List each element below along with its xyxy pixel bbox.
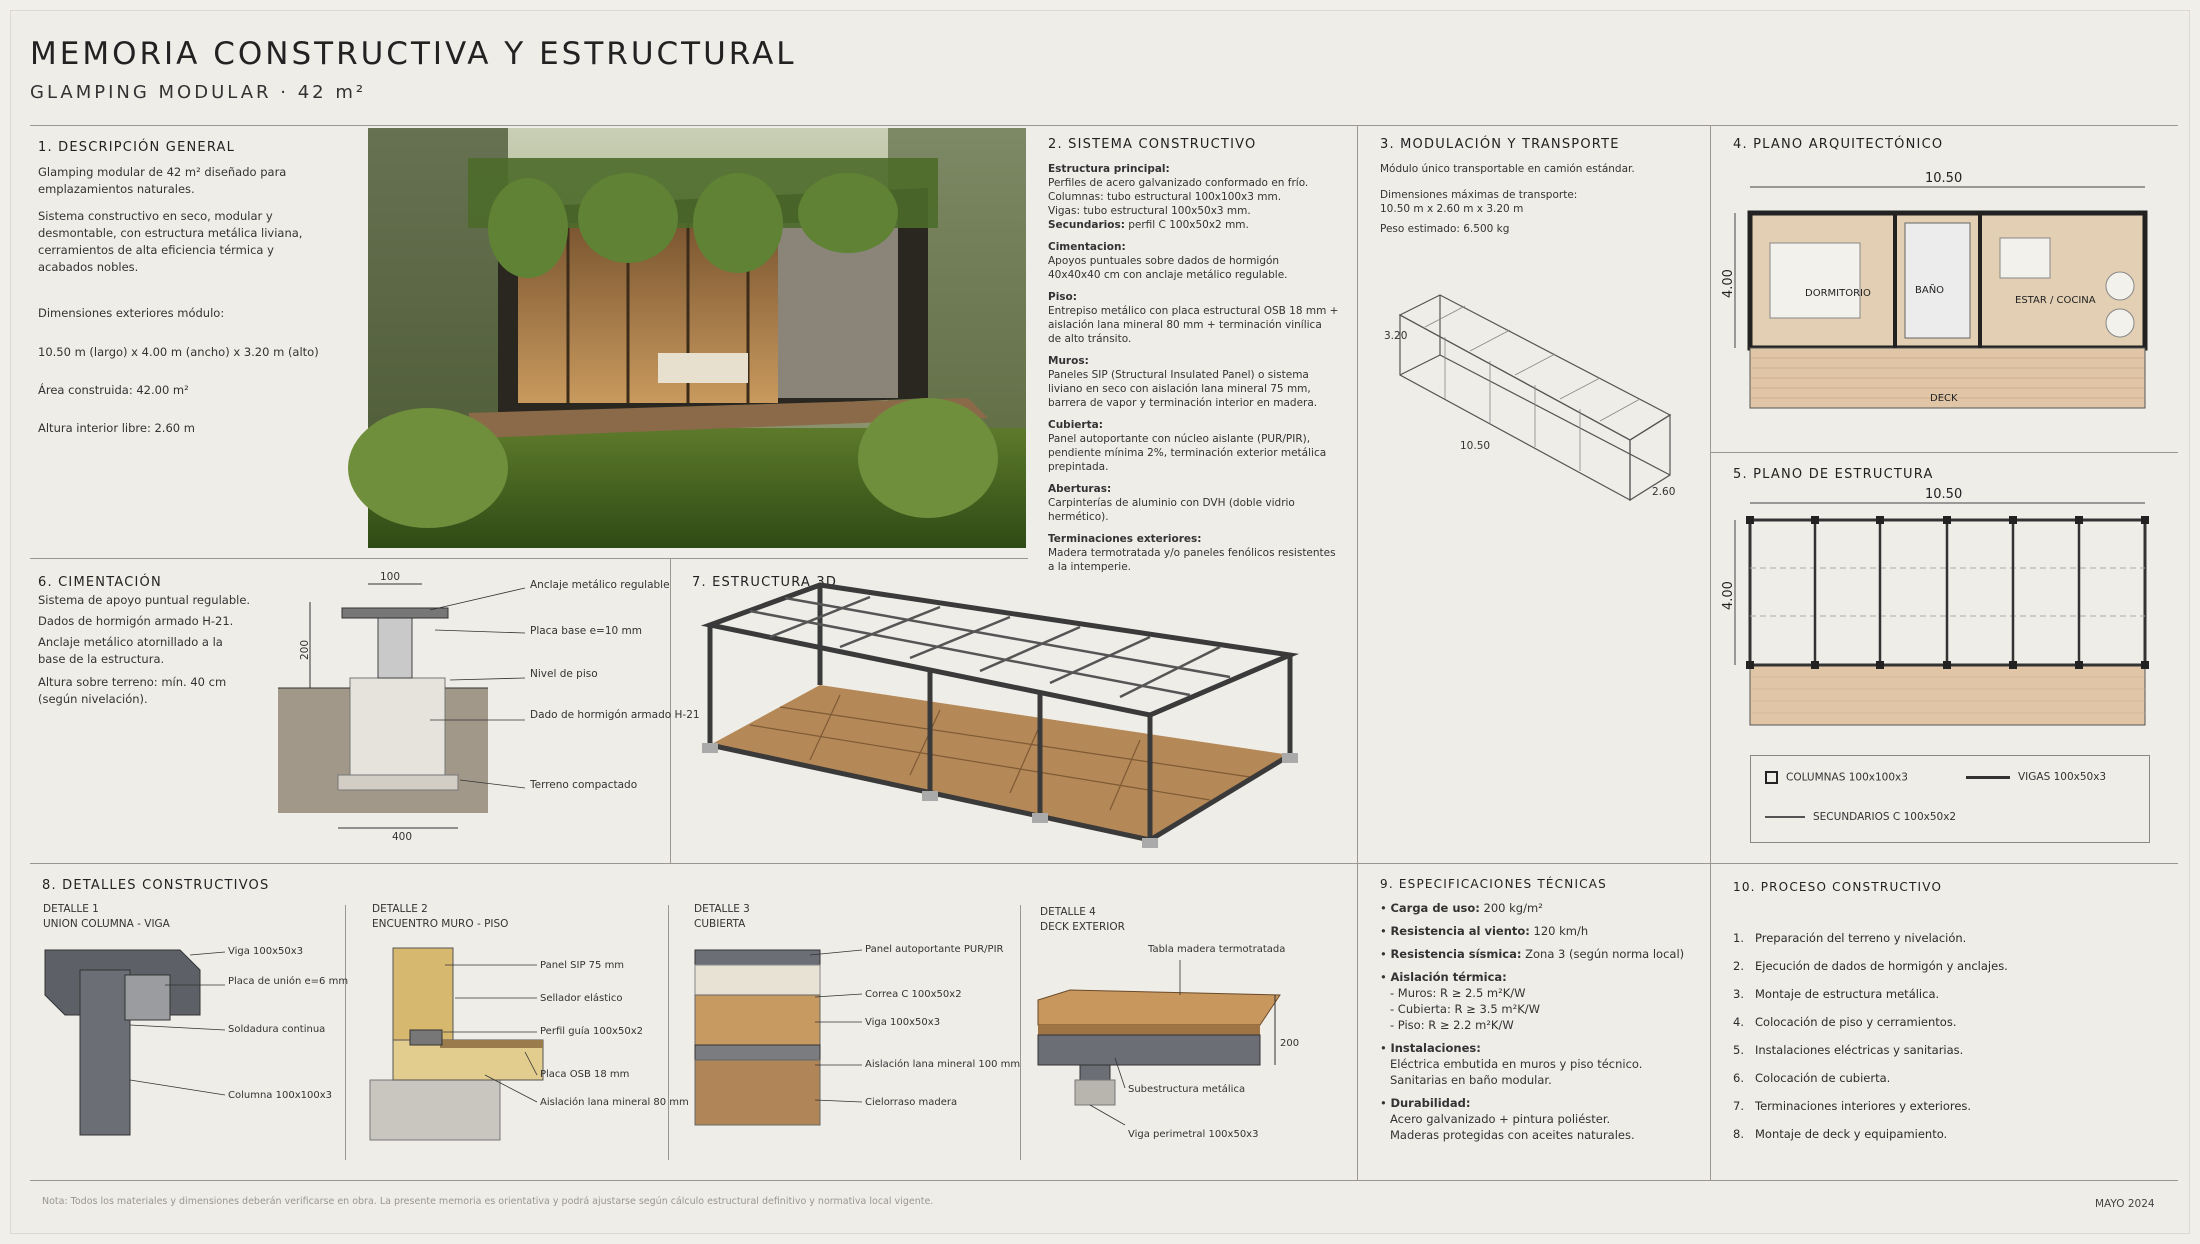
transport-p2: Dimensiones máximas de transporte: xyxy=(1380,189,1578,201)
d1-label-viga: Viga 100x50x3 xyxy=(228,946,304,957)
dim-length-label: 10.50 xyxy=(1460,440,1491,452)
d1-label-placa: Placa de unión e=6 mm xyxy=(228,976,349,987)
d3-label-aislacion: Aislación lana mineral 100 mm xyxy=(865,1059,1021,1070)
d4-label-tabla: Tabla madera termotratada xyxy=(1148,944,1286,955)
detail-1-drawing xyxy=(40,940,349,1140)
foundation-line: Sistema de apoyo puntual regulable. xyxy=(38,593,251,607)
system-item: Piso: Entrepiso metálico con placa estructural OSB 18 mm + aislación lana mineral 80 mm + terminación vinílica de alto tránsito. xyxy=(1048,291,1339,345)
legend-columnas: COLUMNAS 100x100x3 xyxy=(1765,771,1908,784)
section-heading: 1. DESCRIPCIÓN GENERAL xyxy=(38,140,236,155)
technical-specs: • Carga de uso: 200 kg/m² • Resistencia al viento: 120 km/h • Resistencia sísmica: Zona 3 (según norma local) • Aislación térmica: - Muros: R ≥ 2.5 m²K/W - Cubierta: R ≥ 3.5 m²K/W - Piso: R ≥ 2.2 m²K/W • Instalaciones: Eléctrica embutida en muros y piso técnico. Sanitarias en baño modular. • Durabilidad: Acero galvanizado + pintura poliéster. Maderas protegidas con aceites naturales. xyxy=(1380,901,1685,1142)
section-heading: 2. SISTEMA CONSTRUCTIVO xyxy=(1048,137,1257,152)
desc-p2: Sistema constructivo en seco, modular y desmontable, con estructura metálica liviana, cerramientos de alta eficiencia térmica y acabados nobles. xyxy=(38,209,303,274)
section-heading: 8. DETALLES CONSTRUCTIVOS xyxy=(42,878,270,893)
legend-vigas: VIGAS 100x50x3 xyxy=(1966,771,2106,783)
foundation-dim-bottom: 400 xyxy=(392,831,413,843)
system-item: Estructura principal: Perfiles de acero galvanizado conformado en frío. Columnas: tubo estructural 100x100x3 mm. Vigas: tubo estructural 100x50x3 mm. Secundarios: perfil C 100x50x2 mm. xyxy=(1048,163,1309,231)
callout-terreno: Terreno compactado xyxy=(530,779,638,791)
d3-label-viga: Viga 100x50x3 xyxy=(865,1017,941,1028)
room-bano: BAÑO xyxy=(1915,285,1945,296)
d3-label-panel: Panel autoportante PUR/PIR xyxy=(865,944,1004,955)
system-item: Terminaciones exteriores: Madera termotratada y/o paneles fenólicos resistentes a la intemperie. xyxy=(1048,533,1336,573)
page-subtitle: GLAMPING MODULAR · 42 m² xyxy=(30,82,367,103)
dim-label: Dimensiones exteriores módulo: xyxy=(38,306,225,320)
divider xyxy=(1357,125,1358,1180)
divider xyxy=(30,558,1028,559)
process-step: 4. Colocación de piso y cerramientos. xyxy=(1733,1015,1957,1029)
callout-dado: Dado de hormigón armado H-21 xyxy=(530,709,700,721)
section-heading: 9. ESPECIFICACIONES TÉCNICAS xyxy=(1380,877,1607,891)
footer-note: Nota: Todos los materiales y dimensiones deberán verificarse en obra. La presente memoria es orientativa y podrá ajustarse según cálculo estructural definitivo y normativa local vigente. xyxy=(42,1196,934,1207)
process-steps-list xyxy=(1733,930,2153,1154)
dim-value: 10.50 m (largo) x 4.00 m (ancho) x 3.20 m (alto) xyxy=(38,345,319,359)
system-item: Muros: Paneles SIP (Structural Insulated Panel) o sistema liviano en seco con aislación lana mineral 75 mm, barrera de vapor y terminación interior en madera. xyxy=(1048,355,1318,409)
structure-plan-drawing xyxy=(1715,485,2175,730)
detail-2-drawing xyxy=(365,940,689,1145)
room-estar-cocina: ESTAR / COCINA xyxy=(2015,295,2096,306)
foundation-line: Anclaje metálico atornillado a la base de la estructura. xyxy=(38,635,223,666)
d4-label-viga: Viga perimetral 100x50x3 xyxy=(1128,1129,1259,1140)
detail-3-title: DETALLE 3 xyxy=(694,903,750,915)
section-heading: 6. CIMENTACIÓN xyxy=(38,575,162,590)
room-dormitorio: DORMITORIO xyxy=(1805,288,1871,299)
callout-nivel: Nivel de piso xyxy=(530,668,598,680)
height-value: Altura interior libre: 2.60 m xyxy=(38,421,195,435)
d3-label-correa: Correa C 100x50x2 xyxy=(865,989,962,1000)
d4-dim: 200 xyxy=(1280,1038,1300,1049)
divider xyxy=(1710,125,1711,1180)
detail-1-title: DETALLE 1 xyxy=(43,903,99,915)
process-step: 2. Ejecución de dados de hormigón y anclajes. xyxy=(1733,959,2008,973)
beam-line-icon xyxy=(1966,776,2010,779)
detail-2-subtitle: ENCUENTRO MURO - PISO xyxy=(372,918,509,930)
d2-label-osb: Placa OSB 18 mm xyxy=(540,1069,630,1080)
transport-module-drawing xyxy=(1380,275,1700,505)
process-step: 3. Montaje de estructura metálica. xyxy=(1733,987,1940,1001)
system-item: Cubierta: Panel autoportante con núcleo aislante (PUR/PIR), pendiente mínima 2%, terminación exterior metálica prepintada. xyxy=(1048,419,1327,473)
footer-date: MAYO 2024 xyxy=(2095,1198,2155,1210)
detail-3-subtitle: CUBIERTA xyxy=(694,918,746,930)
floor-plan-drawing xyxy=(1715,168,2175,438)
section-heading: 10. PROCESO CONSTRUCTIVO xyxy=(1733,880,1943,894)
detail-4-subtitle: DECK EXTERIOR xyxy=(1040,921,1125,933)
process-step: 8. Montaje de deck y equipamiento. xyxy=(1733,1127,1948,1141)
process-step: 6. Colocación de cubierta. xyxy=(1733,1071,1891,1085)
divider xyxy=(30,1180,2178,1181)
foundation-text xyxy=(38,592,253,708)
dim-height-label: 3.20 xyxy=(1384,330,1408,342)
transport-p3: 10.50 m x 2.60 m x 3.20 m xyxy=(1380,203,1524,215)
desc-p1: Glamping modular de 42 m² diseñado para emplazamientos naturales. xyxy=(38,165,287,196)
transport-text xyxy=(1380,162,1680,236)
detail-2-title: DETALLE 2 xyxy=(372,903,428,915)
d3-label-cielorraso: Cielorraso madera xyxy=(865,1097,958,1108)
transport-p4: Peso estimado: 6.500 kg xyxy=(1380,223,1510,235)
description-text xyxy=(38,164,318,286)
divider xyxy=(1710,452,2178,453)
d1-label-columna: Columna 100x100x3 xyxy=(228,1090,332,1101)
divider xyxy=(30,125,2178,126)
section-heading: 4. PLANO ARQUITECTÓNICO xyxy=(1733,137,1944,152)
d2-label-sellador: Sellador elástico xyxy=(540,993,623,1004)
page-title: MEMORIA CONSTRUCTIVA Y ESTRUCTURAL xyxy=(30,36,797,72)
d2-label-sip: Panel SIP 75 mm xyxy=(540,960,625,971)
foundation-line: Dados de hormigón armado H-21. xyxy=(38,614,234,628)
dim-width-label: 2.60 xyxy=(1652,486,1676,498)
process-step: 5. Instalaciones eléctricas y sanitarias. xyxy=(1733,1043,1964,1057)
d2-label-perfil: Perfil guía 100x50x2 xyxy=(540,1026,643,1037)
room-deck: DECK xyxy=(1930,393,1958,404)
legend-secundarios: SECUNDARIOS C 100x50x2 xyxy=(1765,811,1956,823)
transport-p1: Módulo único transportable en camión estándar. xyxy=(1380,163,1635,175)
callout-placa: Placa base e=10 mm xyxy=(530,625,643,637)
divider xyxy=(1020,905,1021,1160)
section-heading: 3. MODULACIÓN Y TRANSPORTE xyxy=(1380,137,1620,152)
section-heading: 7. ESTRUCTURA 3D xyxy=(692,575,838,590)
secondary-line-icon xyxy=(1765,816,1805,818)
system-item: Cimentacion: Apoyos puntuales sobre dados de hormigón 40x40x40 cm con anclaje metálico regulable. xyxy=(1048,241,1288,281)
d1-label-soldadura: Soldadura continua xyxy=(228,1024,326,1035)
d4-label-subestructura: Subestructura metálica xyxy=(1128,1084,1246,1095)
detail-4-title: DETALLE 4 xyxy=(1040,906,1096,918)
foundation-dim-side: 200 xyxy=(299,639,311,660)
divider xyxy=(30,863,2178,864)
exterior-render-image xyxy=(368,128,1026,548)
system-item: Aberturas: Carpinterías de aluminio con DVH (doble vidrio hermético). xyxy=(1048,483,1295,523)
d2-label-aislacion: Aislación lana mineral 80 mm xyxy=(540,1097,689,1108)
column-square-icon xyxy=(1765,771,1778,784)
structure-legend xyxy=(1750,755,2150,843)
detail-4-drawing xyxy=(1030,940,1350,1160)
detail-3-drawing xyxy=(690,940,1021,1140)
plan-dim-width: 4.00 xyxy=(1721,269,1736,298)
callout-anclaje: Anclaje metálico regulable xyxy=(530,579,670,591)
divider xyxy=(668,905,669,1160)
struct-dim-width: 4.00 xyxy=(1721,581,1736,610)
structure-3d-drawing xyxy=(690,585,1330,860)
plan-dim-length: 10.50 xyxy=(1925,171,1963,186)
process-step: 1. Preparación del terreno y nivelación. xyxy=(1733,931,1967,945)
detail-1-subtitle: UNION COLUMNA - VIGA xyxy=(43,918,170,930)
construction-system-list xyxy=(1048,162,1348,582)
area-value: Área construida: 42.00 m² xyxy=(38,383,189,397)
foundation-dim-top: 100 xyxy=(380,571,401,583)
foundation-detail-drawing xyxy=(270,570,700,845)
struct-dim-length: 10.50 xyxy=(1925,487,1963,502)
divider xyxy=(345,905,346,1160)
foundation-line: Altura sobre terreno: mín. 40 cm (según nivelación). xyxy=(38,675,227,706)
process-step: 7. Terminaciones interiores y exteriores. xyxy=(1733,1099,1972,1113)
section-heading: 5. PLANO DE ESTRUCTURA xyxy=(1733,467,1934,482)
